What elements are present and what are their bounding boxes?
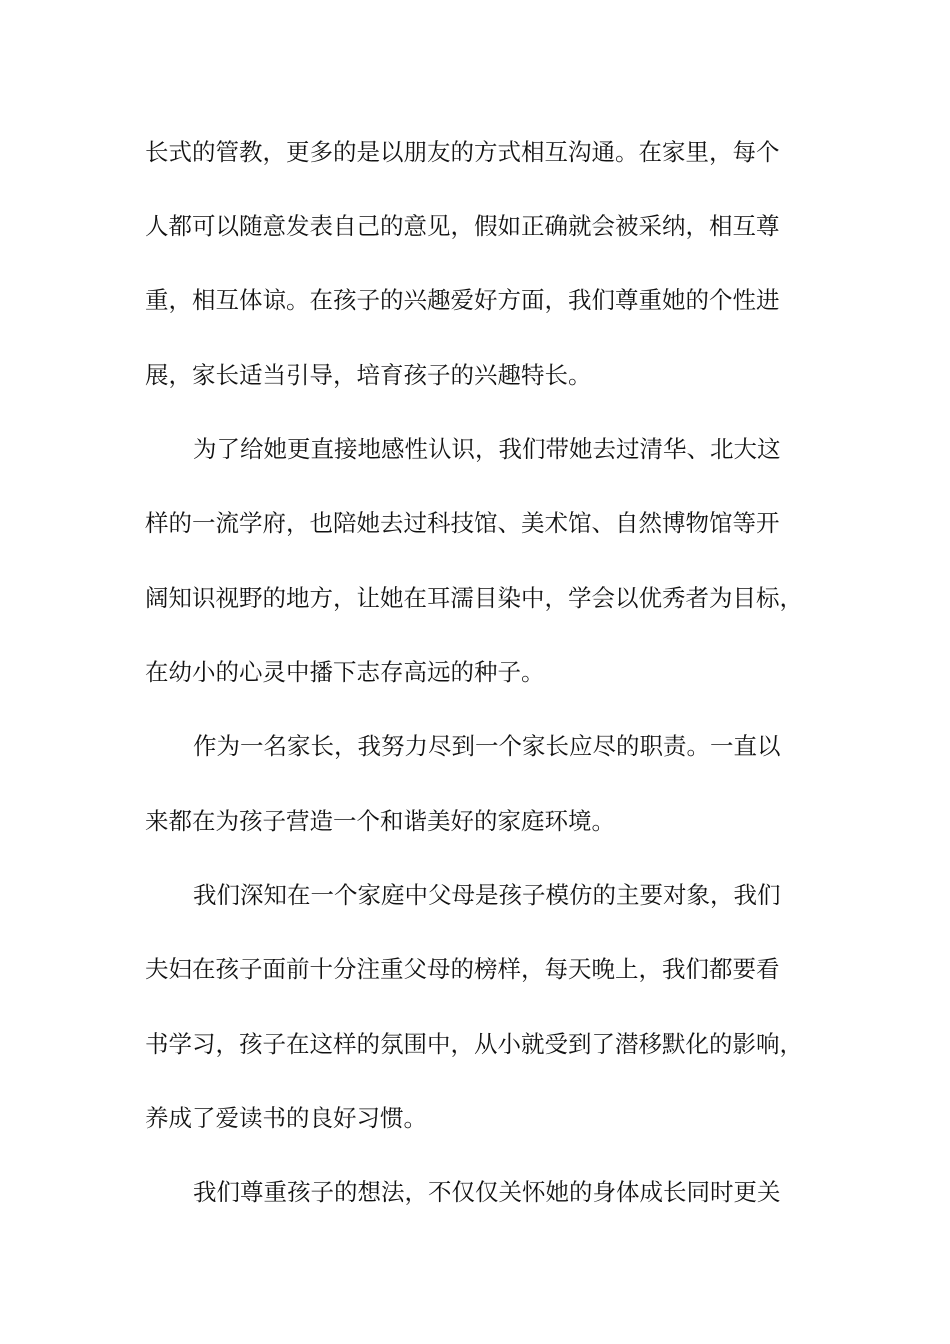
text-line: 作为一名家长，我努力尽到一个家长应尽的职责。一直以 <box>193 732 781 760</box>
text-line: 夫妇在孩子面前十分注重父母的榜样，每天晚上，我们都要看 <box>145 955 780 983</box>
text-line: 来都在为孩子营造一个和谐美好的家庭环境。 <box>145 807 615 835</box>
text-line: 阔知识视野的地方，让她在耳濡目染中，学会以优秀者为目标， <box>145 584 803 612</box>
text-line: 我们深知在一个家庭中父母是孩子模仿的主要对象，我们 <box>193 881 781 909</box>
text-line: 展，家长适当引导，培育孩子的兴趣特长。 <box>145 361 592 389</box>
text-line: 人都可以随意发表自己的意见，假如正确就会被采纳，相互尊 <box>145 212 780 240</box>
text-line: 长式的管教，更多的是以朋友的方式相互沟通。在家里，每个 <box>145 138 780 166</box>
text-line: 在幼小的心灵中播下志存高远的种子。 <box>145 658 545 686</box>
text-line: 我们尊重孩子的想法，不仅仅关怀她的身体成长同时更关 <box>193 1178 781 1206</box>
text-line: 重，相互体谅。在孩子的兴趣爱好方面，我们尊重她的个性进 <box>145 286 780 314</box>
text-line: 为了给她更直接地感性认识，我们带她去过清华、北大这 <box>193 435 781 463</box>
text-line: 书学习，孩子在这样的氛围中，从小就受到了潜移默化的影响， <box>145 1030 803 1058</box>
text-line: 样的一流学府，也陪她去过科技馆、美术馆、自然博物馆等开 <box>145 509 780 537</box>
text-line: 养成了爱读书的良好习惯。 <box>145 1104 427 1132</box>
